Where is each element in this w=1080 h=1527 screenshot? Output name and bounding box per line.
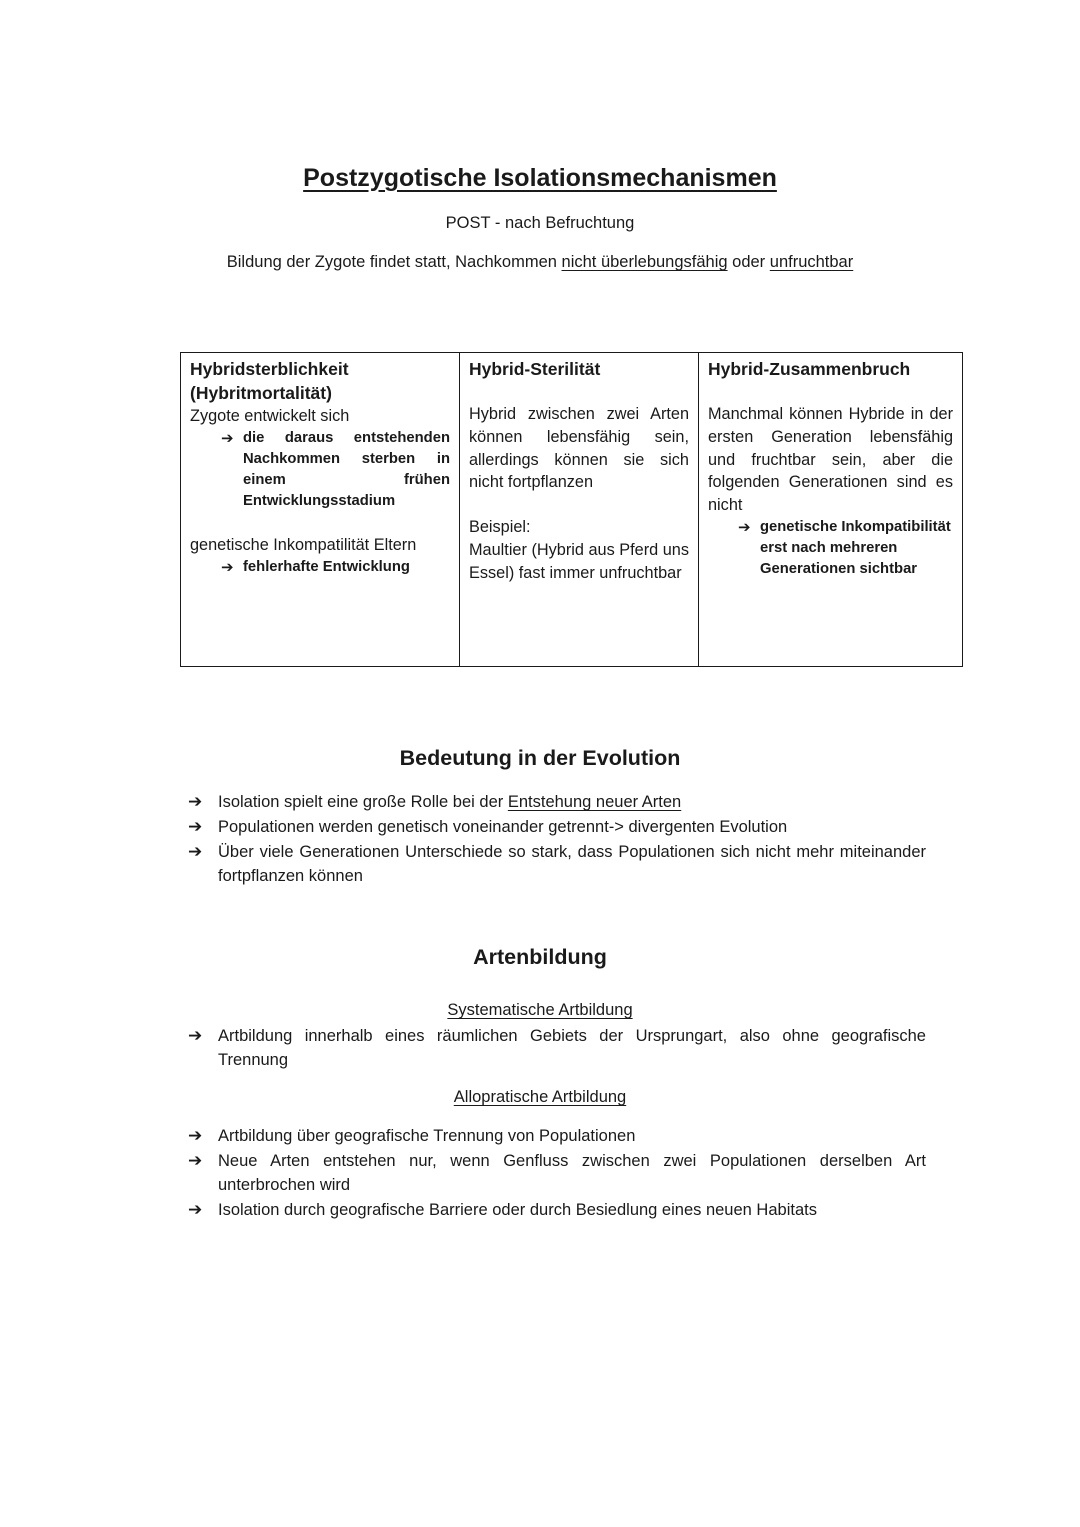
cell-text: genetische Inkompatilität Eltern <box>190 535 417 554</box>
arrow-right-icon: ➔ <box>221 429 234 447</box>
table-column-hybrid-zusammenbruch <box>699 353 962 666</box>
list-item: ➔ Isolation spielt eine große Rolle bei der Entstehung neuer Arten <box>188 790 926 814</box>
intro-line: Bildung der Zygote findet statt, Nachkommen nicht überlebungsfähig oder unfruchtbar <box>226 253 854 271</box>
section-heading-evolution: Bedeutung in der Evolution <box>399 746 681 770</box>
arrow-right-icon: ➔ <box>738 518 751 536</box>
arrow-list-item: ➔ genetische Inkompatibilität erst nach mehreren Generationen sichtbar <box>738 518 951 577</box>
list-item: ➔ Populationen werden genetisch voneinander getrennt-> divergenten Evolution <box>188 815 926 839</box>
arrow-list-item: ➔ die daraus entstehenden Nachkommen sterben in einem frühen Entwicklungsstadium <box>221 429 450 509</box>
arrow-right-icon: ➔ <box>188 1151 203 1170</box>
cell-text: Manchmal können Hybride in der ersten Generation lebensfähig und fruchtbar sein, aber die folgenden Generationen sind es nicht <box>708 405 953 515</box>
list-item: ➔ Artbildung innerhalb eines räumlichen Gebiets der Ursprungart, also ohne geografische Trennung <box>188 1026 926 1069</box>
cell-text: Maultier (Hybrid aus Pferd uns Essel) fast immer unfruchtbar <box>469 540 689 582</box>
evolution-bullet-list <box>188 790 926 889</box>
example-label: Beispiel: <box>469 518 531 537</box>
arrow-right-icon: ➔ <box>188 792 203 811</box>
arrow-right-icon: ➔ <box>188 817 203 836</box>
allopratische-bullet-list <box>188 1124 926 1223</box>
list-item: ➔ Isolation durch geografische Barriere oder durch Besiedlung eines neuen Habitats <box>188 1198 926 1222</box>
arrow-right-icon: ➔ <box>188 1026 203 1045</box>
subheading-systematische-artbildung: Systematische Artbildung <box>447 1001 633 1019</box>
section-heading-artenbildung: Artenbildung <box>473 945 607 969</box>
table-column-hybridsterblichkeit <box>181 353 460 666</box>
cell-text: Hybrid zwischen zwei Arten können lebensfähig sein, allerdings können sie sich nicht fortpflanzen <box>469 405 689 492</box>
arrow-right-icon: ➔ <box>188 842 203 861</box>
column-heading: Hybridsterblichkeit (Hybritmortalität) <box>190 359 349 403</box>
arrow-right-icon: ➔ <box>221 558 234 576</box>
column-heading: Hybrid-Sterilität <box>469 359 601 379</box>
subheading-allopratische-artbildung: Allopratische Artbildung <box>453 1088 627 1106</box>
table-column-hybrid-sterilitaet <box>460 353 699 666</box>
list-item: ➔ Neue Arten entstehen nur, wenn Genfluss zwischen zwei Populationen derselben Art unterbrochen wird <box>188 1151 926 1194</box>
list-item: ➔ Artbildung über geografische Trennung von Populationen <box>188 1124 926 1148</box>
arrow-right-icon: ➔ <box>188 1200 203 1219</box>
list-item: ➔ Über viele Generationen Unterschiede so stark, dass Populationen sich nicht mehr miteinander fortpflanzen können <box>188 842 926 885</box>
systematische-bullet-list <box>188 1024 926 1073</box>
arrow-list-item: ➔ fehlerhafte Entwicklung <box>221 558 410 576</box>
cell-text: Zygote entwickelt sich <box>190 407 350 425</box>
column-heading: Hybrid-Zusammenbruch <box>708 359 911 379</box>
page-subtitle: POST - nach Befruchtung <box>445 214 635 232</box>
page-title: Postzygotische Isolationsmechanismen <box>303 164 777 192</box>
arrow-right-icon: ➔ <box>188 1126 203 1145</box>
isolation-table <box>180 352 963 667</box>
